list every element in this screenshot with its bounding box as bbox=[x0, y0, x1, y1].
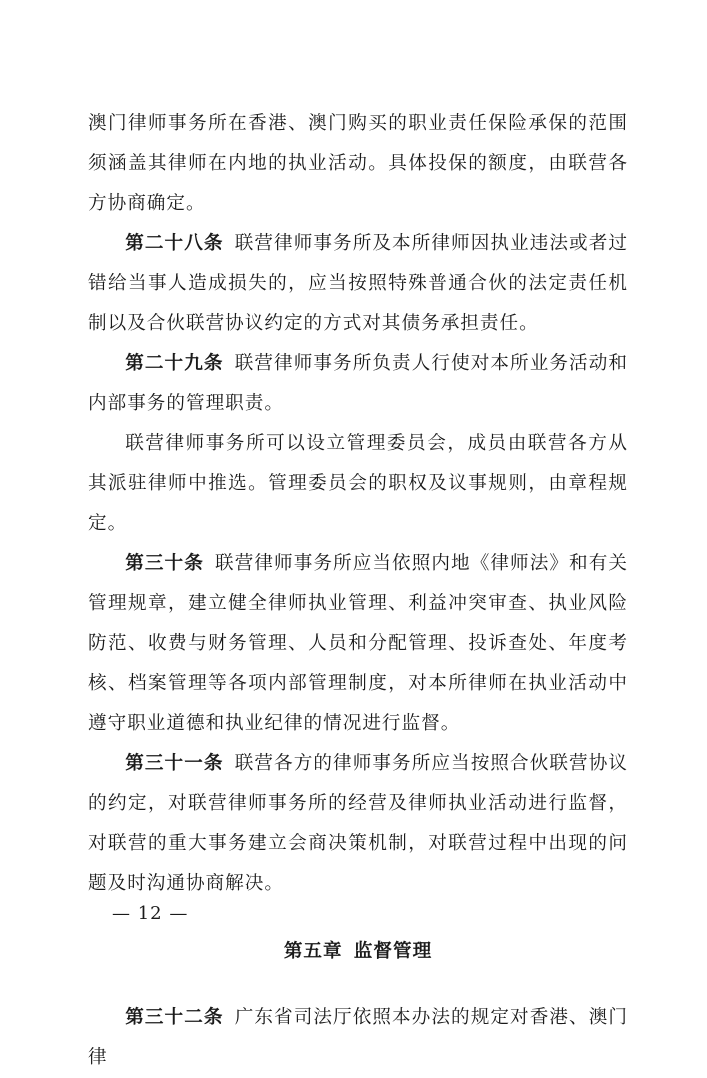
article-29-paragraph-2 bbox=[88, 424, 628, 544]
paragraph-text: 联营律师事务所应当依照内地《律师法》和有关管理规章，建立健全律师执业管理、利益冲突审查、执业风险防范、收费与财务管理、人员和分配管理、投诉查处、年度考核、档案管理等各项内部管理制度，对本所律师在执业活动中遵守职业道德和执业纪律的情况进行监督。 bbox=[88, 553, 628, 734]
article-28 bbox=[88, 224, 628, 344]
article-29 bbox=[88, 344, 628, 424]
article-30 bbox=[88, 544, 628, 744]
chapter-heading bbox=[88, 932, 628, 972]
page-number: — 12 — bbox=[112, 903, 189, 924]
article-31 bbox=[88, 744, 628, 904]
paragraph-text: 联营律师事务所可以设立管理委员会，成员由联营各方从其派驻律师中推选。管理委员会的职权及议事规则，由章程规定。 bbox=[88, 433, 628, 534]
paragraph-text: 联营律师事务所及本所律师因执业违法或者过错给当事人造成损失的，应当按照特殊普通合伙的法定责任机制以及合伙联营协议约定的方式对其债务承担责任。 bbox=[88, 233, 628, 334]
paragraph-text: 广东省司法厅依照本办法的规定对香港、澳门律 bbox=[88, 1007, 628, 1068]
chapter-title: 监督管理 bbox=[353, 941, 433, 962]
page-body bbox=[88, 104, 628, 1078]
article-number: 第三十条 bbox=[125, 553, 204, 574]
paragraph-text: 澳门律师事务所在香港、澳门购买的职业责任保险承保的范围须涵盖其律师在内地的执业活动。具体投保的额度，由联营各方协商确定。 bbox=[88, 113, 628, 214]
article-number: 第三十一条 bbox=[125, 753, 224, 774]
paragraph-continuation bbox=[88, 104, 628, 224]
article-number: 第二十八条 bbox=[125, 233, 224, 254]
article-32 bbox=[88, 998, 628, 1078]
chapter-number: 第五章 bbox=[283, 941, 343, 962]
paragraph-text: 联营各方的律师事务所应当按照合伙联营协议的约定，对联营律师事务所的经营及律师执业活动进行监督，对联营的重大事务建立会商决策机制，对联营过程中出现的问题及时沟通协商解决。 bbox=[88, 753, 628, 894]
paragraph-text: 联营律师事务所负责人行使对本所业务活动和内部事务的管理职责。 bbox=[88, 353, 628, 414]
article-number: 第二十九条 bbox=[125, 353, 224, 374]
article-number: 第三十二条 bbox=[125, 1007, 224, 1028]
